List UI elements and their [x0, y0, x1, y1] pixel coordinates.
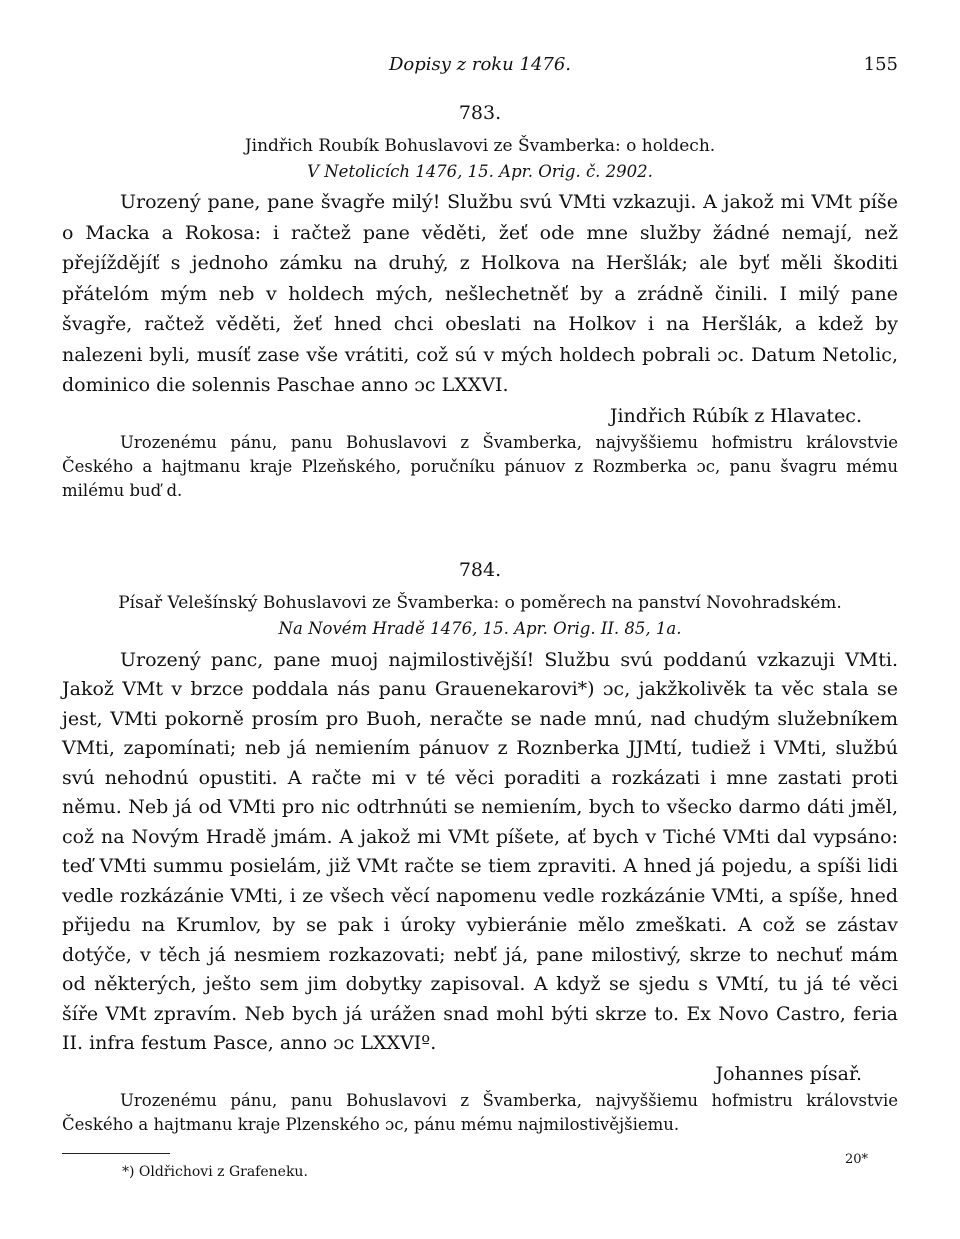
footnote-divider: [62, 1153, 170, 1154]
letter-source: Na Novém Hradě 1476, 15. Apr. Orig. II. 85, 1a.: [278, 618, 682, 638]
running-head: [62, 54, 898, 82]
letter-address: Urozenému pánu, panu Bohuslavovi z Švamberka, najvyššiemu hofmistru královstvie Českého a hajtmanu kraje Plzenského ɔc, pánu mému najmilostivějšiemu.: [62, 1090, 898, 1134]
letter-heading: Jindřich Roubík Bohuslavovi ze Švamberka: o holdech.: [244, 136, 716, 156]
signature-mark: 20*: [844, 1152, 868, 1167]
letter-783: [62, 102, 898, 503]
page-number: 155: [863, 54, 898, 75]
letter-signature: Johannes písař.: [715, 1062, 862, 1085]
letter-heading: Písař Velešínský Bohuslavovi ze Švamberka: o poměrech na panství Novohradském.: [118, 592, 842, 613]
running-title: Dopisy z roku 1476.: [388, 54, 572, 75]
letter-source: V Netolicích 1476, 15. Apr. Orig. č. 2902.: [307, 162, 653, 181]
footnote: *) Oldřichovi z Grafeneku.: [122, 1163, 308, 1180]
letter-body: Urozený pane, pane švagře milý! Službu svú VMti vzkazuji. A jakož mi VMt píše o Macka a Rokosa: i račtež pane věděti, žeť ode mne služby žádné nemají, než přejíždějíť s jednoho zámku na druhý, z Holkova na Heršlák; ale byť měli škoditi přátelóm mým neb v holdech mých, nešlechetněť by a zrádně činili. I milý pane švagře, račtež věděti, žeť hned chci obeslati na Holkov i na Heršlák, a kdež by nalezeni byli, musíť zase vše vrátiti, což sú v mých holdech pobrali ɔc. Datum Netolic, dominico die solennis Paschae anno ɔc LXXVI.: [62, 191, 898, 396]
letter-784: [62, 559, 898, 1137]
letter-number: 784.: [458, 558, 502, 581]
letter-number: 783.: [458, 102, 502, 124]
book-page: [62, 54, 898, 1180]
letter-address: Urozenému pánu, panu Bohuslavovi z Švamberka, najvyššiemu hofmistru královstvie Českého a hajtmanu kraje Plzeňského, poručníku pánuov z Rozmberka ɔc, panu švagru mému milému buď d.: [62, 432, 898, 500]
letter-signature: Jindřich Rúbík z Hlavatec.: [609, 404, 862, 427]
letter-body: Urozený panc, pane muoj najmilostivější! Službu svú poddanú vzkazuji VMti. Jakož VMt v brzce poddala nás panu Grauenekarovi*) ɔc, jakžkolivěk ta věc stala se jest, VMti pokorně prosím pro Buoh, neračte se nade mnú, nad chudým služebníkem VMti, zapomínati; neb já nemiením pánuov z Roznberka JJMtí, tudiež i VMti, službú svú nehodnú opustiti. A račte mi v té věci poraditi a rozkázati i mne zastati proti němu. Neb já od VMti pro nic odtrhnúti se nemiením, bych to všecko darmo dáti jměl, což na Novým Hradě jmám. A jakož mi VMt píšete, ať bych v Tiché VMti dal vypsáno: teď VMti summu posielám, již VMt račte se tiem zpraviti. A hned já pojedu, a spíši lidi vedle rozkázánie VMti, i ze všech věcí napomenu vedle rozkázánie VMti, a spíše, hned přijedu na Krumlov, by se pak i úroky vybieránie mělo zmeškati. A což se zástav dotýče, v těch já nesmiem rozkazovati; nebť já, pane milostivý, skrze to nechuť mám od některých, ješto sem jim dobytky zapisoval. A když se sjedu s VMtí, tu já té věci šíře VMt zpravím. Neb bych já urážen snad mohl býti skrze to. Ex Novo Castro, feria II. infra festum Pasce, anno ɔc LXXVIº.: [62, 648, 898, 1054]
